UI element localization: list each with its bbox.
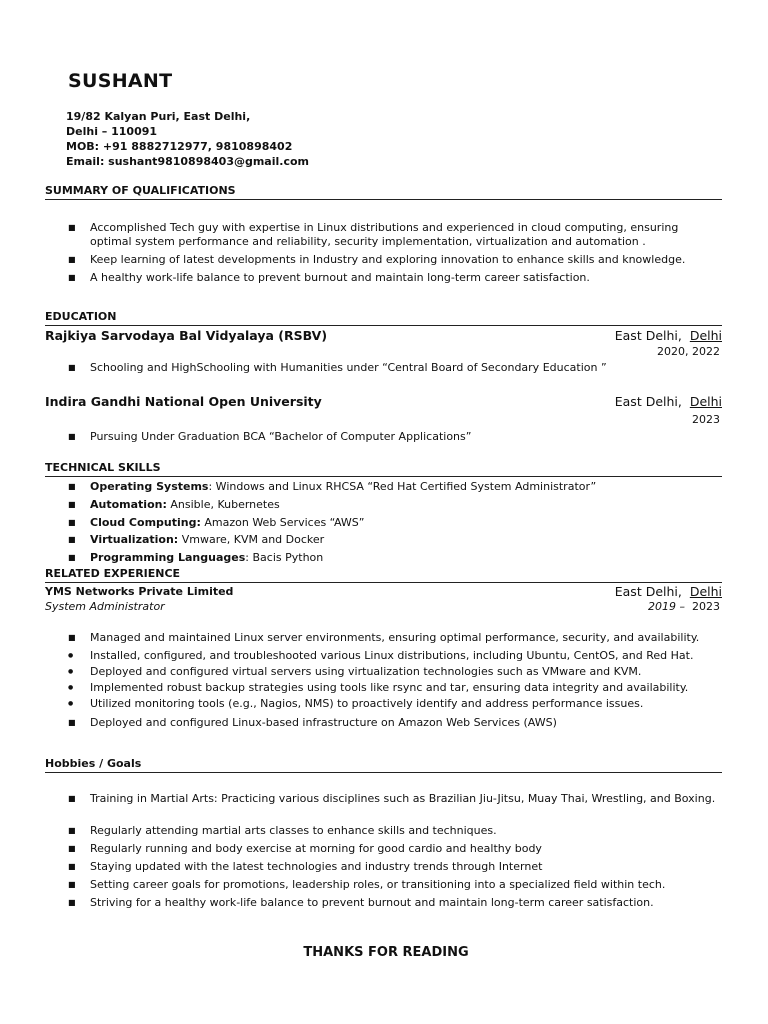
mobile-number: MOB: +91 8882712977, 9810898402	[66, 140, 293, 153]
hobbies-heading: Hobbies / Goals	[45, 757, 722, 773]
hobby-item: ■ Regularly running and body exercise at morning for good cardio and healthy body	[68, 842, 542, 855]
bullet-icon: ■	[68, 898, 76, 907]
hobby-item: ■ Striving for a healthy work-life balance to prevent burnout and maintain long-term career satisfaction.	[68, 896, 654, 909]
education-detail: ■ Schooling and HighSchooling with Humanities under “Central Board of Secondary Education ”	[68, 361, 607, 374]
skill-item: ■ Automation: Ansible, Kubernetes	[68, 498, 280, 511]
experience-years: 2019 – 2023	[648, 600, 720, 613]
address-line-1: 19/82 Kalyan Puri, East Delhi,	[66, 110, 251, 123]
education-detail: ■ Pursuing Under Graduation BCA “Bachelor of Computer Applications”	[68, 430, 472, 443]
summary-item: ■ Accomplished Tech guy with expertise in Linux distributions and experienced in cloud computing, ensuring optimal system performance and reliability, security implementation, virtualization and automation .	[68, 221, 679, 248]
education-institution: Rajkiya Sarvodaya Bal Vidyalaya (RSBV)	[45, 328, 328, 343]
summary-heading: SUMMARY OF QUALIFICATIONS	[45, 184, 722, 200]
skills-heading: TECHNICAL SKILLS	[45, 461, 722, 477]
bullet-icon: ■	[68, 518, 76, 527]
education-institution: Indira Gandhi National Open University	[45, 394, 322, 409]
skill-item: ■ Operating Systems: Windows and Linux RHCSA “Red Hat Certified System Administrator”	[68, 480, 597, 493]
hobby-item: ■ Staying updated with the latest technologies and industry trends through Internet	[68, 860, 543, 873]
experience-divider	[45, 582, 722, 583]
bullet-icon: ●	[68, 668, 74, 675]
education-location: East Delhi, Delhi	[614, 394, 722, 409]
hobby-item: ■ Training in Martial Arts: Practicing various disciplines such as Brazilian Jiu-Jitsu, Muay Thai, Wrestling, and Boxing.	[68, 792, 716, 805]
bullet-icon: ■	[68, 482, 76, 491]
education-location: East Delhi, Delhi	[614, 328, 722, 343]
bullet-icon: ■	[68, 535, 76, 544]
bullet-icon: ●	[68, 700, 74, 707]
address-line-2: Delhi – 110091	[66, 125, 158, 138]
bullet-icon: ■	[68, 273, 76, 282]
experience-role: System Administrator	[45, 600, 165, 613]
experience-heading: RELATED EXPERIENCE	[45, 567, 181, 580]
bullet-icon: ■	[68, 432, 76, 441]
bullet-icon: ■	[68, 255, 76, 264]
experience-item: ■ Deployed and configured Linux-based infrastructure on Amazon Web Services (AWS)	[68, 716, 557, 729]
experience-location: East Delhi, Delhi	[614, 584, 722, 599]
skill-item: ■ Virtualization: Vmware, KVM and Docker	[68, 533, 325, 546]
education-divider	[45, 325, 722, 326]
bullet-icon: ■	[68, 794, 76, 803]
experience-company: YMS Networks Private Limited	[45, 585, 234, 598]
hobby-item: ■ Regularly attending martial arts classes to enhance skills and techniques.	[68, 824, 497, 837]
education-years: 2020, 2022	[657, 345, 720, 358]
bullet-icon: ■	[68, 880, 76, 889]
experience-item: ● Installed, configured, and troubleshooted various Linux distributions, including Ubuntu, CentOS, and Red Hat.	[68, 649, 694, 662]
bullet-icon: ■	[68, 223, 76, 232]
experience-item: ● Deployed and configured virtual servers using virtualization technologies such as VMware and KVM.	[68, 665, 642, 678]
bullet-icon: ●	[68, 684, 74, 691]
candidate-name: SUSHANT	[68, 70, 173, 92]
bullet-icon: ■	[68, 844, 76, 853]
email-address: Email: sushant9810898403@gmail.com	[66, 155, 309, 168]
experience-item: ● Utilized monitoring tools (e.g., Nagios, NMS) to proactively identify and address performance issues.	[68, 697, 644, 710]
education-heading: EDUCATION	[45, 310, 117, 323]
skill-item: ■ Programming Languages: Bacis Python	[68, 551, 324, 564]
bullet-icon: ●	[68, 652, 74, 659]
skill-item: ■ Cloud Computing: Amazon Web Services “AWS”	[68, 516, 365, 529]
contact-block	[66, 109, 309, 169]
experience-item: ■ Managed and maintained Linux server environments, ensuring optimal performance, security, and availability.	[68, 631, 700, 644]
bullet-icon: ■	[68, 862, 76, 871]
experience-item: ● Implemented robust backup strategies using tools like rsync and tar, ensuring data integrity and availability.	[68, 681, 689, 694]
bullet-icon: ■	[68, 553, 76, 562]
education-years: 2023	[692, 413, 720, 426]
hobby-item: ■ Setting career goals for promotions, leadership roles, or transitioning into a specialized field within tech.	[68, 878, 666, 891]
thanks-footer: THANKS FOR READING	[303, 945, 469, 960]
summary-item: ■ Keep learning of latest developments in Industry and exploring innovation to enhance skills and knowledge.	[68, 253, 686, 266]
summary-item: ■ A healthy work-life balance to prevent burnout and maintain long-term career satisfaction.	[68, 271, 590, 284]
bullet-icon: ■	[68, 500, 76, 509]
bullet-icon: ■	[68, 826, 76, 835]
bullet-icon: ■	[68, 718, 76, 727]
bullet-icon: ■	[68, 363, 76, 372]
bullet-icon: ■	[68, 633, 76, 642]
